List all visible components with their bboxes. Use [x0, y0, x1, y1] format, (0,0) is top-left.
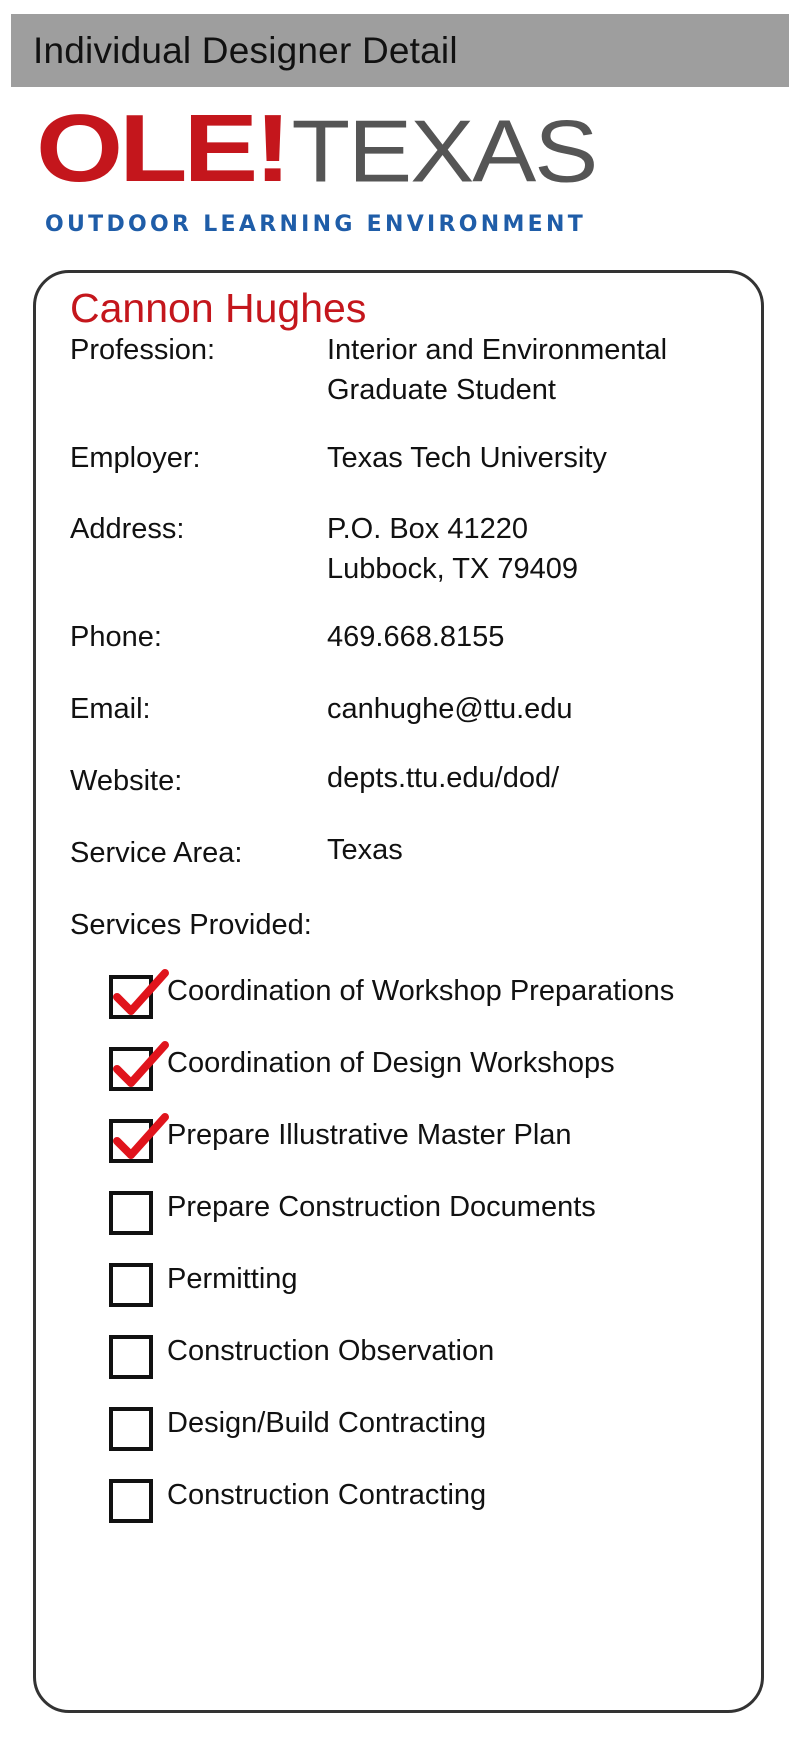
- employer-value: [327, 438, 607, 478]
- service-label: Construction Contracting: [167, 1478, 487, 1511]
- service-label: Permitting: [167, 1262, 298, 1295]
- checkbox-unchecked[interactable]: [109, 1335, 153, 1379]
- service-label: Prepare Construction Documents: [167, 1190, 596, 1223]
- service-item: [109, 1479, 486, 1523]
- designer-card: [33, 270, 764, 1713]
- ole-texas-logo: [36, 94, 597, 246]
- checkbox-checked[interactable]: [109, 1119, 153, 1163]
- service-item: [109, 1407, 486, 1451]
- service-label: Coordination of Design Workshops: [167, 1046, 615, 1079]
- profession-label: Profession:: [70, 334, 216, 366]
- service-item: [109, 1263, 298, 1307]
- email-link[interactable]: canhughe@ttu.edu: [327, 693, 573, 725]
- profession-value-line: Graduate Student: [327, 374, 556, 406]
- service-label: Design/Build Contracting: [167, 1406, 487, 1439]
- checkbox-checked[interactable]: [109, 975, 153, 1019]
- address-value: [327, 509, 578, 589]
- employer-value-line: Texas Tech University: [327, 442, 607, 474]
- service-area-label: Service Area:: [70, 837, 243, 869]
- services-provided-label: Services Provided:: [70, 909, 312, 941]
- service-area-value-line: Texas: [327, 834, 403, 866]
- website-value[interactable]: [327, 758, 559, 798]
- address-label: Address:: [70, 513, 185, 545]
- phone-value: [327, 617, 504, 657]
- checkbox-unchecked[interactable]: [109, 1191, 153, 1235]
- checkbox-unchecked[interactable]: [109, 1407, 153, 1451]
- checkmark-icon: [111, 1109, 169, 1161]
- service-item: [109, 975, 674, 1019]
- header-bar: [11, 14, 789, 87]
- profession-value: [327, 330, 667, 410]
- address-value-line: Lubbock, TX 79409: [327, 553, 578, 585]
- checkmark-icon: [111, 965, 169, 1017]
- service-label: Construction Observation: [167, 1334, 495, 1367]
- email-value[interactable]: [327, 689, 573, 729]
- service-label: Coordination of Workshop Preparations: [167, 974, 675, 1007]
- phone-value-line: 469.668.8155: [327, 621, 505, 653]
- page-title: Individual Designer Detail: [33, 29, 458, 71]
- website-label: Website:: [70, 765, 183, 797]
- service-item: [109, 1191, 596, 1235]
- logo-texas-word: TEXAS: [291, 102, 597, 201]
- logo-wordmark: [36, 94, 597, 206]
- employer-label: Employer:: [70, 442, 201, 474]
- service-item: [109, 1335, 494, 1379]
- email-label: Email:: [70, 693, 151, 725]
- checkmark-icon: [111, 1037, 169, 1089]
- website-link[interactable]: depts.ttu.edu/dod/: [327, 762, 560, 794]
- phone-label: Phone:: [70, 621, 162, 653]
- logo-ole-mark: OLE!: [36, 94, 288, 202]
- service-label: Prepare Illustrative Master Plan: [167, 1118, 572, 1151]
- designer-name: Cannon Hughes: [70, 285, 367, 331]
- checkbox-unchecked[interactable]: [109, 1479, 153, 1523]
- checkbox-unchecked[interactable]: [109, 1263, 153, 1307]
- logo-tagline: OUTDOOR LEARNING ENVIRONMENT: [45, 212, 587, 237]
- service-item: [109, 1047, 615, 1091]
- service-area-value: [327, 830, 403, 870]
- service-item: [109, 1119, 572, 1163]
- profession-value-line: Interior and Environmental: [327, 334, 668, 366]
- address-value-line: P.O. Box 41220: [327, 513, 529, 545]
- checkbox-checked[interactable]: [109, 1047, 153, 1091]
